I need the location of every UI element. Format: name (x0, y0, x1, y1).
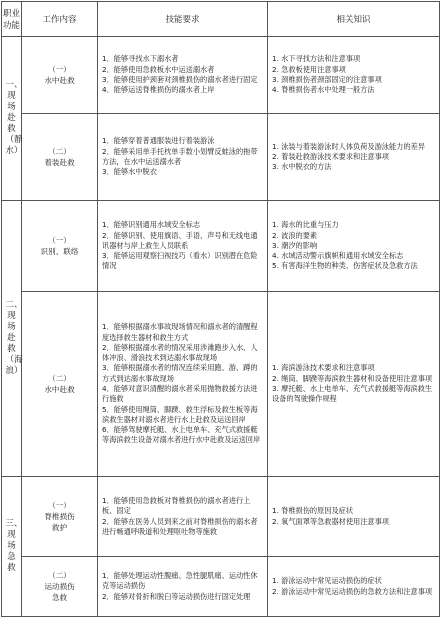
skills-cell: 1．能够根据溺水事故现场情况和溺水者的清醒程度选择救生器材和救生方式 2．能够根据溺水者的情况采用涉滩跑步入水、人体冲浪、滑浪技术到达溺水事故现场 3．能够根据溺水者的情况连续采用跑、游、蹲的方式到达溺水事故现场 4．能够对意识清醒的溺水者采用抛物救援方法进行施救 5．能够使用绳筒、脚蹼、救生浮标及救生板等海滨救生器材对溺水者进行水上赴救及运送回岸 6．能够驾驶摩托艇、水上电单车、充气式救援艇等海滨救生设备对溺水者进行水中赴救及运送回岸 (98, 292, 268, 477)
skills-cell: 1．能够使用急救板对脊椎损伤的溺水者进行上板、固定 2．能够在医务人员到来之前对脊椎损伤的溺水者进行畅通呼吸道和处理呕吐物等施救 (98, 477, 268, 557)
func-cell: 一、现场赴救（静水） (2, 37, 22, 201)
table-row (2, 557, 440, 617)
work-cell: （一） 识别、联络 (22, 201, 98, 292)
work-cell: （一） 水中赴救 (22, 37, 98, 114)
knowledge-cell: 1. 海滨游泳技术要求和注意事项 2. 绳筒、脚蹼等海滨救生器材和设备使用注意事项 3. 摩托艇、水上电单车、充气式救援艇等海滨救生设备的驾驶操作规程 (268, 292, 440, 477)
skills-cell: 1．能够寻找水下溺水者 2．能够使用急救板水中运送溺水者 3．能够使用护颈套对颈椎损伤的溺水者进行固定 4．能够运送脊椎损伤的溺水者上岸 (98, 37, 268, 114)
work-cell: （二） 着装赴救 (22, 114, 98, 201)
skill-requirements-table (1, 1, 440, 617)
table-row (2, 292, 440, 477)
knowledge-cell: 1. 泳装与着装游泳时人体负荷及游泳能力的差异 2. 着装赴救游泳技术要求和注意事项 3. 水中脱衣的方法 (268, 114, 440, 201)
knowledge-cell: 1. 脊椎损伤的原因及症状 2. 氧气面罩等急救器材使用注意事项 (268, 477, 440, 557)
skills-cell: 1．能够处理运动性腹痛、急性腿肌痛、运动性休克等运动损伤 2．能够对骨折和脱臼等运动损伤进行固定处理 (98, 557, 268, 617)
header-work: 工作内容 (22, 2, 98, 37)
header-knowledge: 相关知识 (268, 2, 440, 37)
work-cell: （二） 水中赴救 (22, 292, 98, 477)
func-cell: 三、现场急救 (2, 477, 22, 617)
header-func: 职业功能 (2, 2, 22, 37)
work-cell: （二） 运动损伤 急救 (22, 557, 98, 617)
knowledge-cell: 1. 海水的比重与压力 2. 波浪的要素 3. 潮汐的影响 4. 水域活动警示旗帜和通用水域安全标志 5. 有害海洋生物的种类、伤害症状及急救方法 (268, 201, 440, 292)
skills-cell: 1．能够识别通用水域安全标志 2．能够识别、使用旗语、手语、声号和无线电通讯器材与岸上救生人员联系 3．能够运用观察扫视技巧（看水）识别潜在危险情况 (98, 201, 268, 292)
header-skill: 技能要求 (98, 2, 268, 37)
work-cell: （一） 脊椎损伤 救护 (22, 477, 98, 557)
skills-cell: 1．能够穿着普通服装进行着装游泳 2．能够采用单手托枕单手数小划臂反蛙泳的拖带方法，在水中运送溺水者 3．能够水中脱衣 (98, 114, 268, 201)
table-header-row (2, 2, 440, 37)
table-row (2, 37, 440, 114)
func-cell: 二、现场赴救（海浪） (2, 201, 22, 477)
knowledge-cell: 1. 游泳运动中常见运动损伤的症状 2. 游泳运动中常见运动损伤的急救方法和注意事项 (268, 557, 440, 617)
table-row (2, 114, 440, 201)
knowledge-cell: 1. 水下寻找方法和注意事项 2. 急救板使用注意事项 3. 颈椎损伤者颈部固定的注意事项 4. 脊椎损伤者水中处理一般方法 (268, 37, 440, 114)
table-row (2, 477, 440, 557)
table-row (2, 201, 440, 292)
